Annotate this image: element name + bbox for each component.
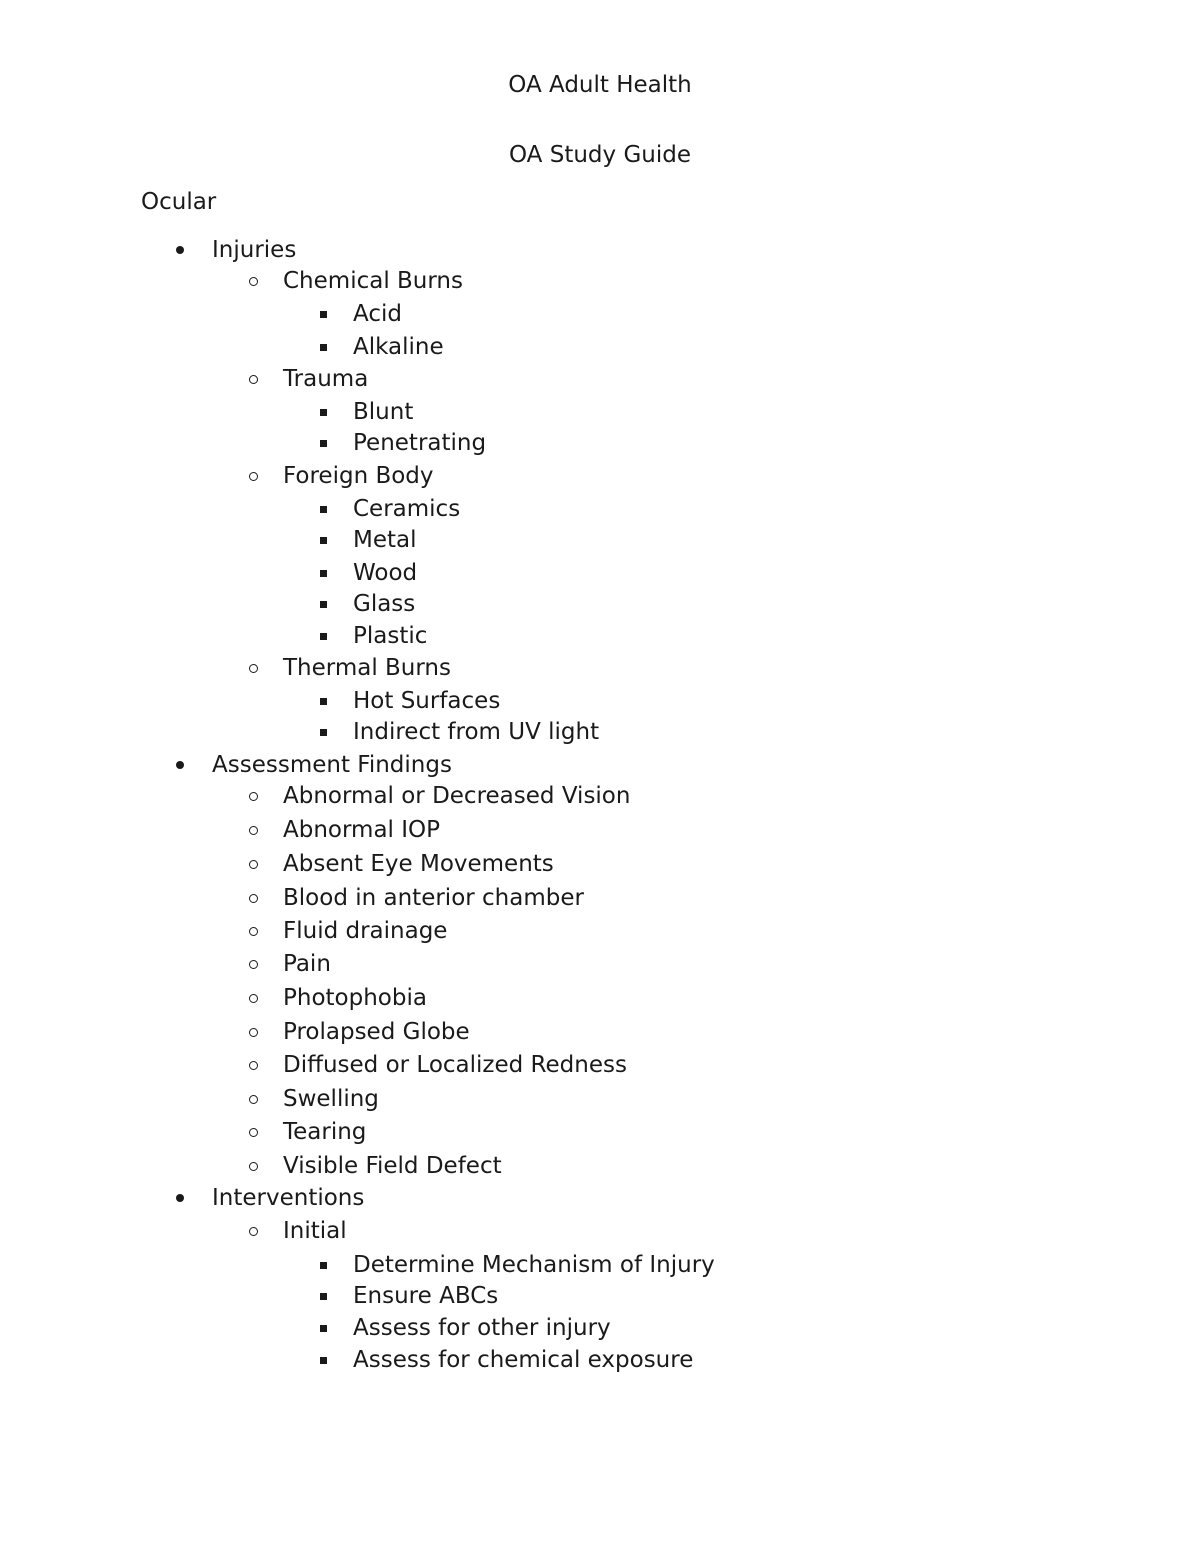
outline-item-label: Tearing [283,1119,367,1145]
outline-item-label: Fluid drainage [283,918,448,944]
outline-item-label: Glass [353,591,416,617]
bullet-circle-icon [249,1017,258,1047]
outline-item-label: Determine Mechanism of Injury [353,1252,715,1278]
bullet-square-icon [320,558,327,588]
bullet-circle-icon [249,1151,258,1181]
outline-item-label: Visible Field Defect [283,1153,502,1179]
bullet-square-icon [320,589,327,619]
document-subtitle: OA Study Guide [508,142,691,168]
bullet-square-icon [320,428,327,458]
outline-item-label: Plastic [353,623,428,649]
outline-item-label: Ensure ABCs [353,1283,499,1309]
outline-item-label: Pain [283,951,331,977]
document-title: OA Adult Health [508,72,692,98]
outline-item-label: Photophobia [283,985,427,1011]
outline-item-label: Blunt [353,399,414,425]
outline-item-label: Swelling [283,1086,379,1112]
outline-item-label: Initial [283,1218,347,1244]
bullet-square-icon [320,299,327,329]
bullet-circle-icon [249,916,258,946]
bullet-circle-icon [249,815,258,845]
outline-item-label: Alkaline [353,334,444,360]
bullet-circle-icon [249,781,258,811]
section-heading: Ocular [141,189,217,215]
bullet-square-icon [320,494,327,524]
bullet-square-icon [320,1313,327,1343]
outline-item-label: Wood [353,560,418,586]
bullet-circle-icon [249,849,258,879]
outline-item-label: Indirect from UV light [353,719,600,745]
outline-item-label: Foreign Body [283,463,434,489]
outline-item-label: Thermal Burns [283,655,451,681]
bullet-square-icon [320,717,327,747]
bullet-circle-icon [249,266,258,296]
bullet-dot-icon [176,1183,184,1213]
bullet-circle-icon [249,1050,258,1080]
outline-item-label: Chemical Burns [283,268,463,294]
bullet-square-icon [320,1281,327,1311]
bullet-square-icon [320,525,327,555]
outline-item-label: Prolapsed Globe [283,1019,470,1045]
bullet-dot-icon [176,235,184,265]
outline-item-label: Ceramics [353,496,461,522]
bullet-circle-icon [249,1216,258,1246]
bullet-square-icon [320,397,327,427]
outline-item-label: Interventions [212,1185,365,1211]
outline-item-label: Assessment Findings [212,752,452,778]
outline-item-label: Diffused or Localized Redness [283,1052,627,1078]
bullet-circle-icon [249,364,258,394]
bullet-circle-icon [249,983,258,1013]
bullet-circle-icon [249,461,258,491]
outline-item-label: Hot Surfaces [353,688,501,714]
outline-item-label: Penetrating [353,430,487,456]
outline-item-label: Assess for chemical exposure [353,1347,694,1373]
bullet-square-icon [320,686,327,716]
bullet-circle-icon [249,1084,258,1114]
outline-item-label: Abnormal IOP [283,817,440,843]
outline-item-label: Assess for other injury [353,1315,611,1341]
outline-item-label: Abnormal or Decreased Vision [283,783,631,809]
outline-item-label: Metal [353,527,417,553]
bullet-square-icon [320,1345,327,1375]
bullet-circle-icon [249,653,258,683]
bullet-circle-icon [249,883,258,913]
bullet-circle-icon [249,949,258,979]
bullet-square-icon [320,1250,327,1280]
outline-item-label: Absent Eye Movements [283,851,554,877]
outline-item-label: Injuries [212,237,297,263]
bullet-square-icon [320,621,327,651]
outline-item-label: Trauma [283,366,369,392]
outline-item-label: Blood in anterior chamber [283,885,584,911]
bullet-circle-icon [249,1117,258,1147]
bullet-square-icon [320,332,327,362]
outline-item-label: Acid [353,301,402,327]
bullet-dot-icon [176,750,184,780]
